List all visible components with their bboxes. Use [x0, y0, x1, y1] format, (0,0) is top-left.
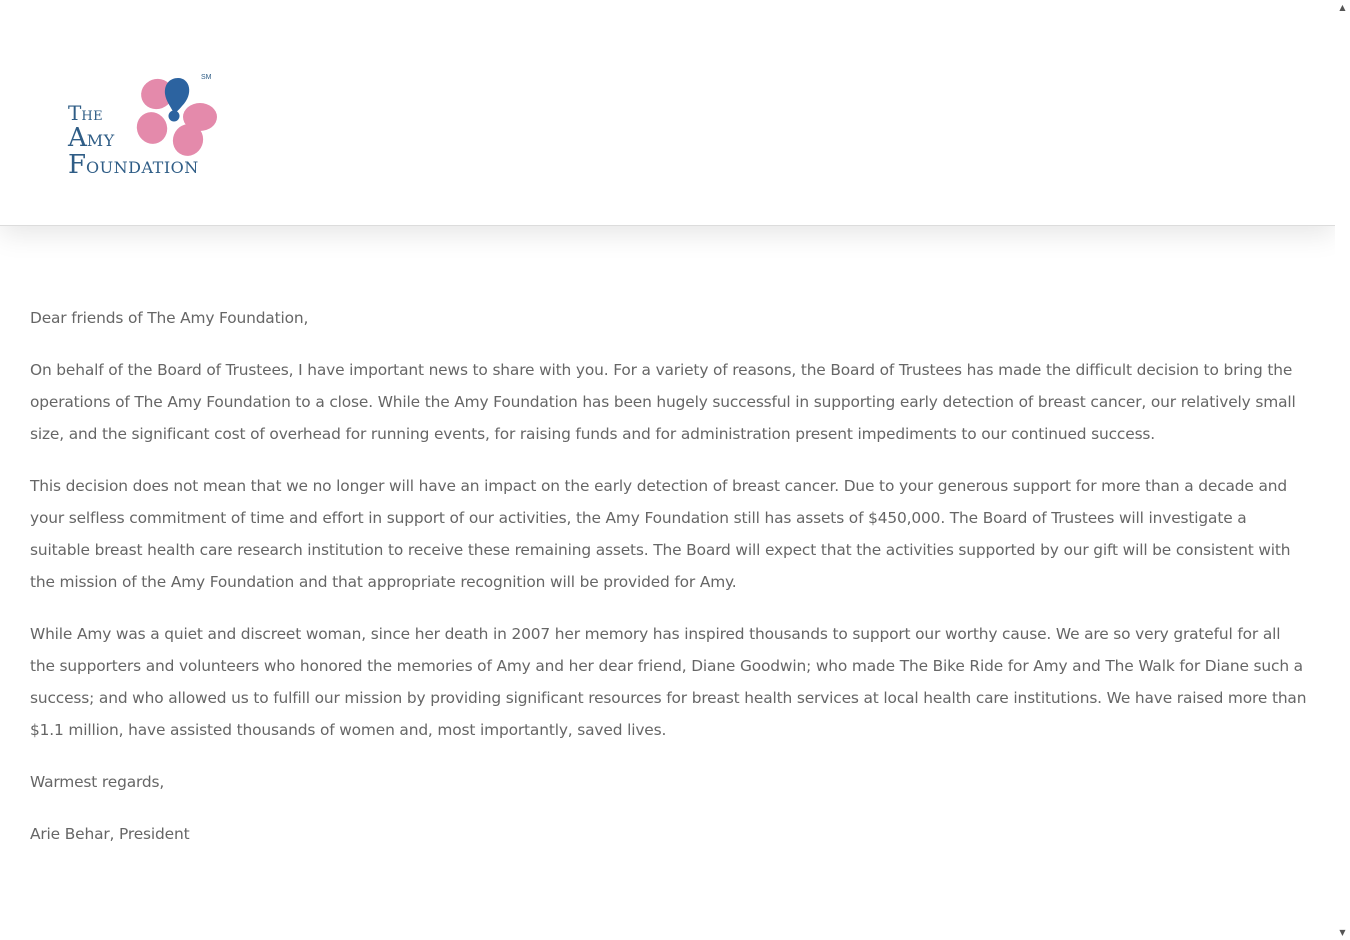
vertical-scrollbar[interactable]: [1335, 0, 1350, 940]
site-logo[interactable]: [66, 72, 226, 182]
letter-closing: Warmest regards,: [30, 773, 165, 791]
scrollbar-track[interactable]: [1337, 16, 1348, 924]
letter-body: [30, 302, 1308, 870]
site-header: [0, 0, 1335, 226]
letter-paragraph-2: This decision does not mean that we no longer will have an impact on the early detection of breast cancer. Due to your generous support for more than a decade and your selfless commitment of time and effort in support of our activities, the Amy Foundation still has assets of $450,000. The Board of Trustees will investigate a suitable breast health care research institution to receive these remaining assets. The Board will expect that the activities supported by our gift will be consistent with the mission of the Amy Foundation and that appropriate recognition will be provided for Amy.: [30, 477, 1291, 591]
service-mark: SM: [201, 74, 212, 81]
triangle-up-icon[interactable]: ▲: [1339, 3, 1346, 12]
letter-greeting: Dear friends of The Amy Foundation,: [30, 309, 309, 327]
logo-wordmark: [68, 103, 199, 178]
letter-signature: Arie Behar, President: [30, 825, 190, 843]
triangle-down-icon[interactable]: ▼: [1339, 928, 1346, 937]
logo-line-the: THE: [68, 101, 104, 125]
letter-paragraph-1: On behalf of the Board of Trustees, I have important news to share with you. For a variety of reasons, the Board of Trustees has made the difficult decision to bring the operations of The Amy Foundation to a close. While the Amy Foundation has been hugely successful in supporting early detection of breast cancer, our relatively small size, and the significant cost of overhead for running events, for raising funds and for administration present impediments to our continued success.: [30, 361, 1296, 443]
letter-paragraph-3: While Amy was a quiet and discreet woman, since her death in 2007 her memory has inspired thousands to support our worthy cause. We are so very grateful for all the supporters and volunteers who honored the memories of Amy and her dear friend, Diane Goodwin; who made The Bike Ride for Amy and The Walk for Diane such a success; and who allowed us to fulfill our mission by providing significant resources for breast health services at local health care institutions. We have raised more than $1.1 million, have assisted thousands of women and, most importantly, saved lives.: [30, 625, 1307, 739]
logo-line-foundation: FOUNDATION: [68, 150, 199, 180]
logo-line-amy: AMY: [68, 123, 115, 153]
